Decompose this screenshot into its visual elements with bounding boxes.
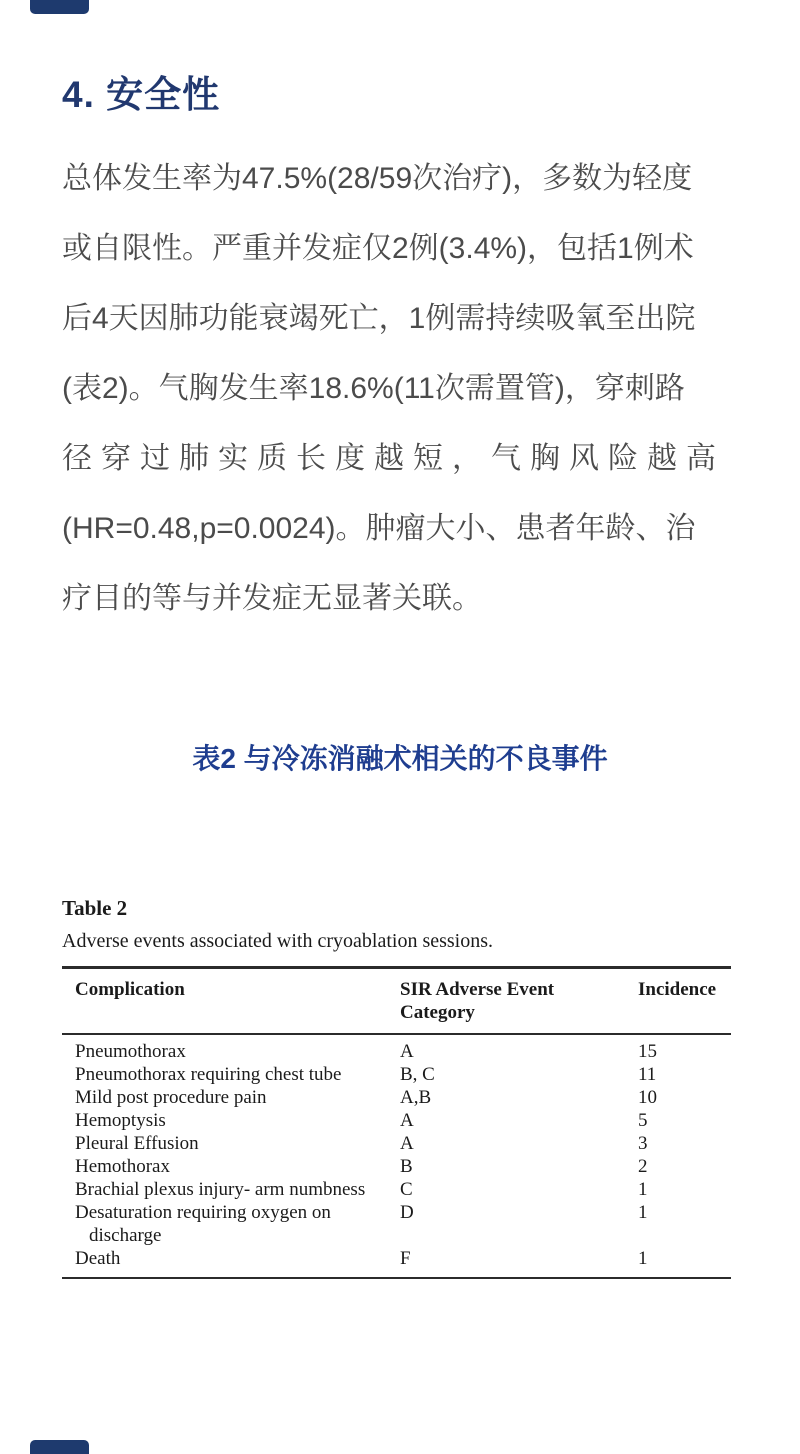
cell-complication: Pneumothorax requiring chest tube: [75, 1064, 342, 1085]
cell-complication: Hemothorax: [75, 1156, 170, 1177]
table-label: Table 2: [62, 896, 128, 920]
bottom-left-corner-decoration: [30, 1440, 89, 1454]
cell-complication: Mild post procedure pain: [75, 1087, 267, 1108]
cell-category: A,B: [400, 1087, 432, 1108]
paragraph-line: 疗目的等与并发症无显著关联。: [62, 582, 482, 615]
cell-incidence: 3: [638, 1133, 648, 1154]
cell-incidence: 11: [638, 1064, 657, 1085]
table-header-row: [62, 969, 731, 1033]
cell-incidence: 15: [638, 1041, 657, 1062]
table-row: [62, 1063, 731, 1086]
cell-incidence: 10: [638, 1087, 657, 1108]
table-row: [62, 1155, 731, 1178]
column-header-complication: Complication: [75, 979, 185, 1000]
table-row: [62, 1132, 731, 1155]
table-row: [62, 1178, 731, 1201]
adverse-events-table: [62, 896, 731, 1279]
table-bottom-rule: [62, 1277, 731, 1279]
paragraph-line: 或自限性。严重并发症仅2例(3.4%)，包括1例术: [62, 232, 694, 265]
cell-incidence: 1: [638, 1248, 648, 1269]
cell-category: A: [400, 1133, 414, 1154]
paragraph-line: (HR=0.48,p=0.0024)。肿瘤大小、患者年龄、治: [62, 512, 696, 545]
table-body: [62, 1035, 731, 1277]
section-heading: 4. 安全性: [62, 74, 221, 115]
paragraph-line: 总体发生率为47.5%(28/59次治疗)，多数为轻度: [62, 162, 693, 195]
paragraph-line: 后4天因肺功能衰竭死亡，1例需持续吸氧至出院: [62, 302, 696, 335]
paragraph-line: 径穿过肺实质长度越短，气胸风险越高: [62, 442, 725, 475]
table-row: [62, 1201, 731, 1247]
cell-incidence: 5: [638, 1110, 648, 1131]
cell-complication: Desaturation requiring oxygen on discharge: [75, 1202, 331, 1246]
cell-incidence: 2: [638, 1156, 648, 1177]
cell-complication: Hemoptysis: [75, 1110, 166, 1131]
cell-complication: Death: [75, 1248, 121, 1269]
column-header-sir-line1: SIR Adverse Event: [400, 979, 555, 1000]
summary-paragraph: [62, 144, 740, 634]
cell-category: B: [400, 1156, 413, 1177]
column-header-sir-category: [400, 978, 570, 1024]
cell-category: A: [400, 1041, 414, 1062]
cell-complication: Brachial plexus injury- arm numbness: [75, 1179, 366, 1200]
cell-incidence: 1: [638, 1179, 648, 1200]
table-description: Adverse events associated with cryoablation sessions.: [62, 930, 494, 952]
table-row: [62, 1040, 731, 1063]
cell-incidence: 1: [638, 1202, 648, 1223]
table-row: [62, 1109, 731, 1132]
cell-category: F: [400, 1248, 411, 1269]
table-row: [62, 1086, 731, 1109]
cell-category: D: [400, 1202, 414, 1223]
cell-category: B, C: [400, 1064, 435, 1085]
table-row: [62, 1247, 731, 1270]
cell-complication: Pleural Effusion: [75, 1133, 199, 1154]
cell-complication: Pneumothorax: [75, 1041, 186, 1062]
top-left-corner-decoration: [30, 0, 89, 14]
column-header-incidence: Incidence: [638, 979, 717, 1000]
cell-category: C: [400, 1179, 413, 1200]
table-caption-chinese: 表2 与冷冻消融术相关的不良事件: [192, 743, 608, 774]
column-header-sir-line2: Category: [400, 1002, 475, 1023]
paragraph-line: (表2)。气胸发生率18.6%(11次需置管)，穿刺路: [62, 372, 685, 405]
cell-category: A: [400, 1110, 414, 1131]
